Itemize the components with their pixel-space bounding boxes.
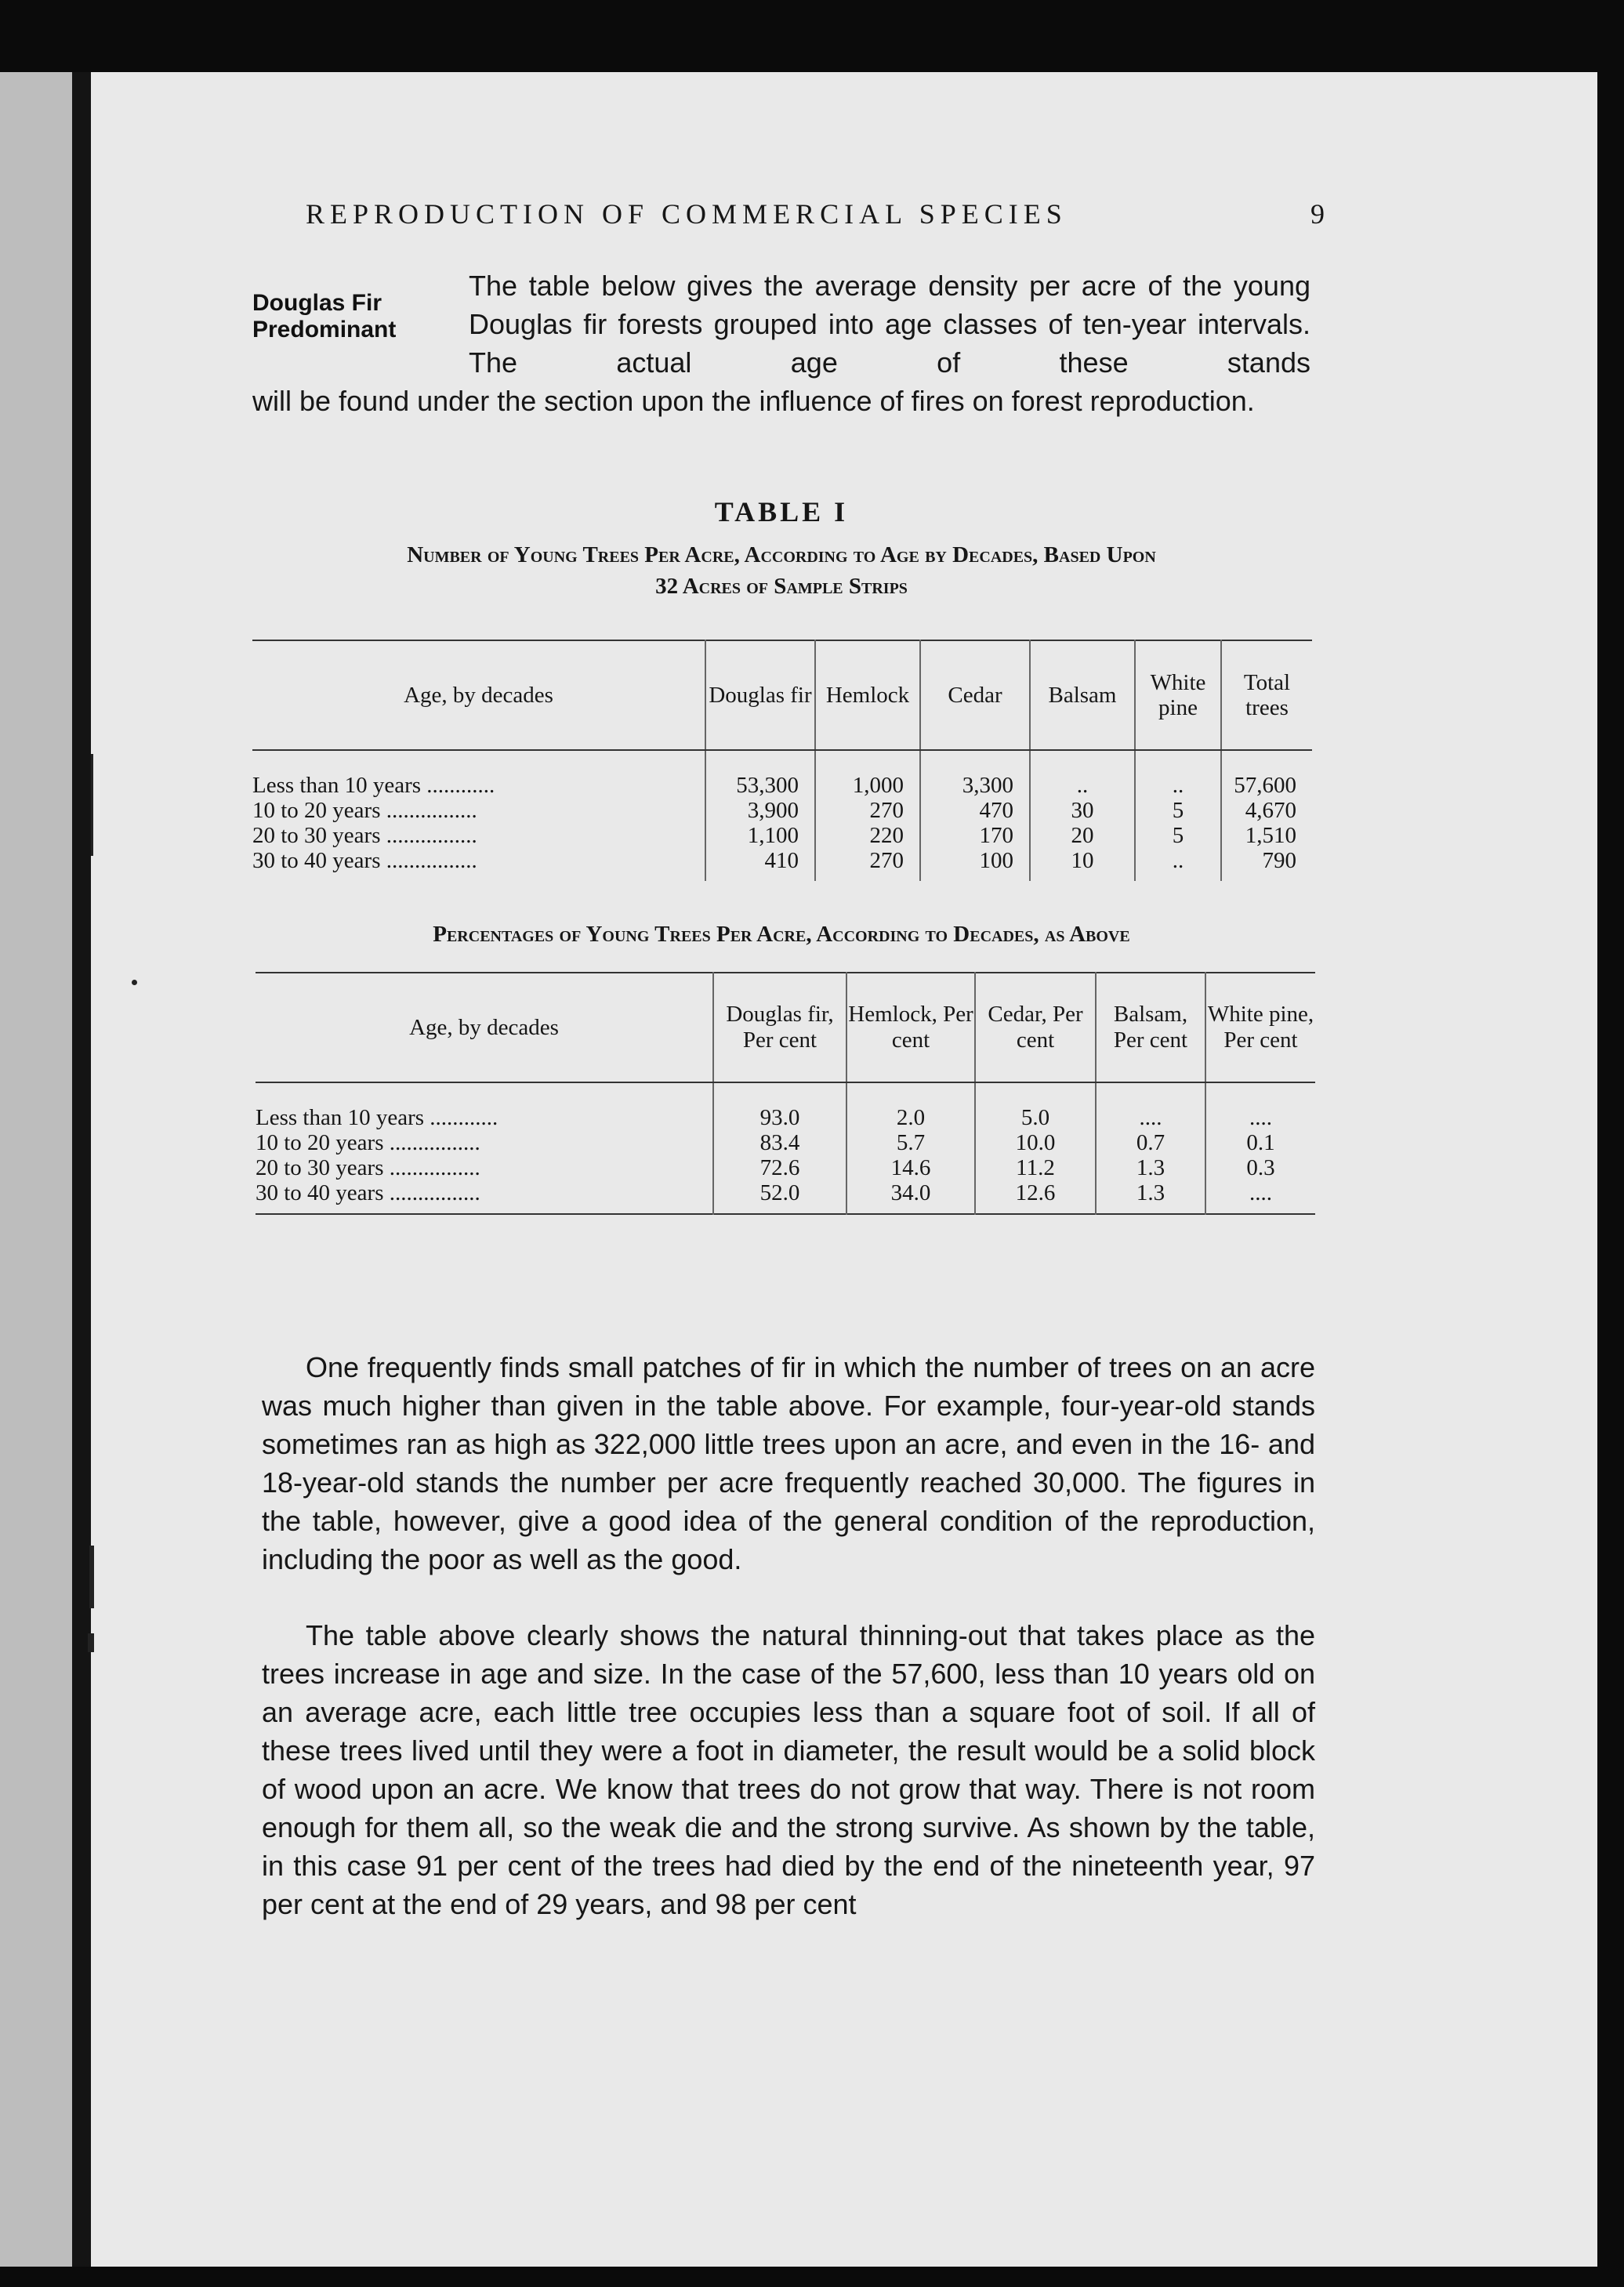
paragraph-text: The table above clearly shows the natural thinning-out that takes place as the trees increase in age and size. In the case of the 57,600, less than 10 years old on an average acre, each little tree occupies less than a square foot of soil. If all of these trees lived until they were a foot in diameter, the result would be a solid block of wood upon an acre. We know that trees do not grow that way. There is not room enough for them all, so the weak die and the strong survive. As shown by the table, in this case 91 per cent of the trees had died by the end of the nineteenth year, 97 per cent at the end of 29 years, and 98 per cent [262,1619,1315,1920]
intro-paragraph-continuation: will be found under the section upon the influence of fires on forest reproduction. [252,385,1255,417]
table-row [252,848,1312,881]
column-header: Cedar, Per cent [975,973,1096,1082]
binding-mark [89,1546,94,1608]
percentage-table [256,972,1315,1215]
table-row [252,750,1312,798]
table-caption [252,539,1310,602]
body-paragraph-1 [262,1348,1315,1578]
table-cell: 270 [815,798,920,823]
table-cell: 34.0 [846,1180,975,1214]
table-cell: 14.6 [846,1155,975,1180]
table-cell: .. [1135,750,1221,798]
table-cell: 53,300 [705,750,815,798]
table-header-row [252,640,1312,750]
table-cell: 5.0 [975,1082,1096,1130]
column-header: Hemlock, Per cent [846,973,975,1082]
side-note [252,290,456,343]
table-cell: 2.0 [846,1082,975,1130]
table-cell: 3,900 [705,798,815,823]
table-cell: 10 to 20 years ................ [256,1130,480,1155]
table-cell: 10 to 20 years ................ [252,798,477,823]
table-cell: 5.7 [846,1130,975,1155]
column-header: Balsam, Per cent [1096,973,1205,1082]
table-cell: 0.3 [1205,1155,1315,1180]
binding-mark [91,754,93,856]
table-cell: 100 [920,848,1030,881]
table-cell: 10.0 [975,1130,1096,1155]
table-row [252,798,1312,823]
table-cell: Less than 10 years ............ [252,773,495,798]
column-header: Douglas fir [705,640,815,750]
table-cell: 11.2 [975,1155,1096,1180]
percentage-table-caption: Percentages of Young Trees Per Acre, According to Decades, as Above [433,922,1130,947]
table-cell: 5 [1135,798,1221,823]
table-row [256,1180,1315,1214]
table-cell: 3,300 [920,750,1030,798]
speck-mark [132,980,137,985]
table-cell: 30 [1030,798,1135,823]
table-cell: 5 [1135,823,1221,848]
table-cell: 0.7 [1096,1130,1205,1155]
binding-mark [88,1633,94,1652]
table-cell: 4,670 [1221,798,1312,823]
column-header: White pine, Per cent [1205,973,1315,1082]
table-header-row [256,973,1315,1082]
column-header: Cedar [920,640,1030,750]
table-cell: 220 [815,823,920,848]
table-cell: .... [1205,1180,1315,1214]
table-cell: .... [1096,1082,1205,1130]
running-head [306,198,1325,237]
column-header: Balsam [1030,640,1135,750]
side-note-line-2: Predominant [252,317,397,343]
column-header: Douglas fir, Per cent [713,973,846,1082]
table-cell: 93.0 [713,1082,846,1130]
table-cell: 20 [1030,823,1135,848]
adjacent-page-edge [0,72,72,2267]
table-cell: 410 [705,848,815,881]
table-cell: .. [1135,848,1221,881]
running-head-title: REPRODUCTION OF COMMERCIAL SPECIES [306,198,1068,230]
table-cell: 1.3 [1096,1180,1205,1214]
table-row [252,823,1312,848]
paragraph-text: One frequently finds small patches of fir in which the number of trees on an acre was much higher than given in the table above. For example, four-year-old stands sometimes ran as high as 322,000 little trees upon an acre, and even in the 16- and 18-year-old stands the number per acre frequently reached 30,000. The figures in the table, however, give a good idea of the general condition of the reproduction, including the poor as well as the good. [262,1351,1315,1575]
table-cell: 470 [920,798,1030,823]
table-caption-line-2: 32 Acres of Sample Strips [655,574,908,599]
body-paragraph-2 [262,1616,1315,1923]
column-header: Age, by decades [256,973,713,1082]
table-cell: 1,000 [815,750,920,798]
table-caption-line-1: Number of Young Trees Per Acre, According to Age by Decades, Based Upon [407,542,1156,567]
table-cell: 57,600 [1221,750,1312,798]
intro-paragraph-indented: The table below gives the average density per acre of the young Douglas fir forests grouped into age classes of ten-year intervals. The actual age of these stands [469,270,1310,379]
page-gutter [72,72,91,2267]
table-cell: 1.3 [1096,1155,1205,1180]
page-number: 9 [1310,198,1325,230]
table-cell: 72.6 [713,1155,846,1180]
table-cell: 20 to 30 years ................ [252,823,477,848]
column-header: Age, by decades [252,640,705,750]
column-header: Hemlock [815,640,920,750]
table-cell: 170 [920,823,1030,848]
column-header: White pine [1135,640,1221,750]
table-cell: 270 [815,848,920,881]
tree-count-table [252,640,1312,881]
table-cell: 20 to 30 years ................ [256,1155,480,1180]
table-cell: 10 [1030,848,1135,881]
table-cell: 0.1 [1205,1130,1315,1155]
table-row [256,1130,1315,1155]
table-row [256,1082,1315,1130]
table-cell: 1,100 [705,823,815,848]
table-cell: .... [1205,1082,1315,1130]
table-cell: 83.4 [713,1130,846,1155]
table-cell: .. [1030,750,1135,798]
table-cell: 30 to 40 years ................ [252,848,477,873]
table-cell: 52.0 [713,1180,846,1214]
column-header: Total trees [1221,640,1312,750]
table-cell: 790 [1221,848,1312,881]
table-cell: Less than 10 years ............ [256,1105,498,1130]
table-cell: 1,510 [1221,823,1312,848]
side-note-line-1: Douglas Fir [252,290,382,316]
table-row [256,1155,1315,1180]
table-title: TABLE I [714,496,849,527]
table-cell: 12.6 [975,1180,1096,1214]
table-cell: 30 to 40 years ................ [256,1180,480,1205]
